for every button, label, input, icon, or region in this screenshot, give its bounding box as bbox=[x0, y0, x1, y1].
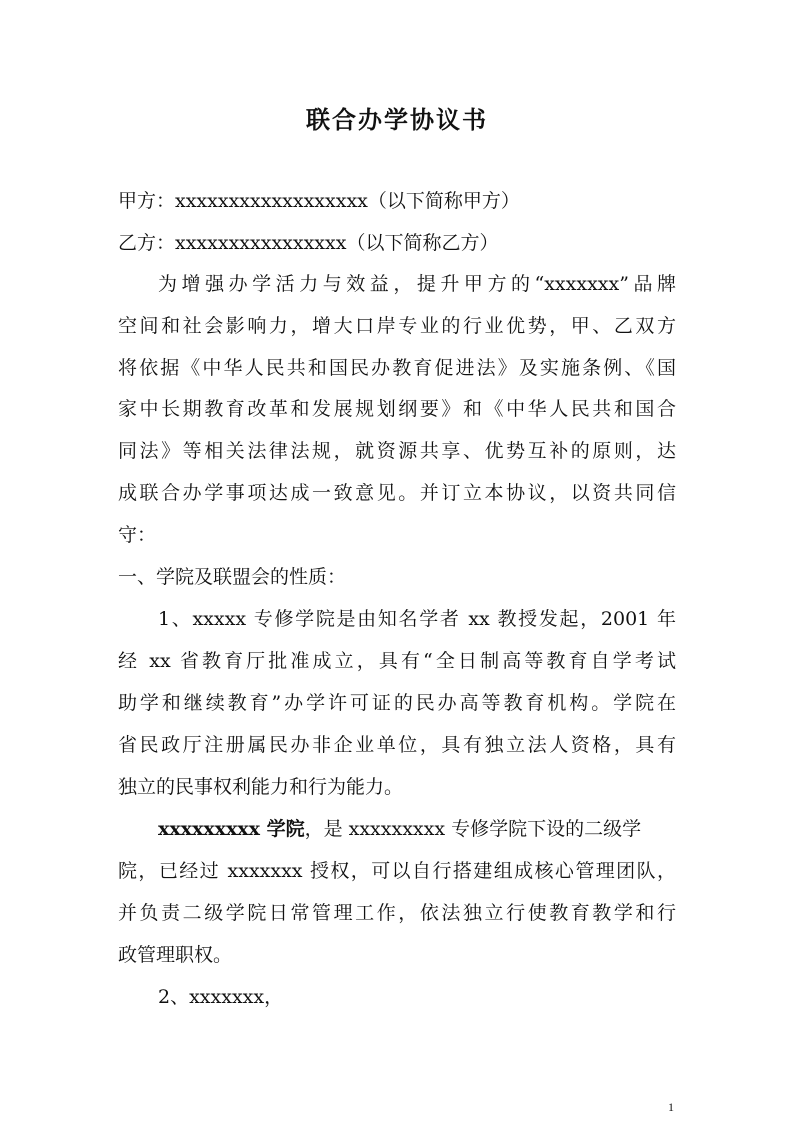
party-a: 甲方：xxxxxxxxxxxxxxxxxx（以下简称甲方） bbox=[118, 190, 520, 212]
item1-line: 独立的民事权利能力和行为能力。 bbox=[118, 776, 404, 798]
item1-line: 1、xxxxx 专修学院是由知名学者 xx 教授发起，2001 年 bbox=[158, 608, 676, 630]
intro-line: 为增强办学活力与效益，提升甲方的“xxxxxxx”品牌 bbox=[158, 273, 676, 295]
college-line: 并负责二级学院日常管理工作，依法独立行使教育教学和行 bbox=[118, 902, 676, 924]
intro-line: 同法》等相关法律法规，就资源共享、优势互补的原则，达 bbox=[118, 440, 676, 462]
section-heading: 一、学院及联盟会的性质： bbox=[118, 566, 347, 588]
intro-line: 成联合办学事项达成一致意见。并订立本协议，以资共同信 bbox=[118, 482, 676, 504]
intro-line: 将依据《中华人民共和国民办教育促进法》及实施条例、《国 bbox=[118, 357, 676, 379]
college-line bbox=[158, 817, 676, 841]
item1-line: 省民政厅注册属民办非企业单位，具有独立法人资格，具有 bbox=[118, 734, 676, 756]
college-name: xxxxxxxxx 学院 bbox=[158, 818, 305, 840]
document-title: 联合办学协议书 bbox=[306, 105, 488, 134]
party-b: 乙方：xxxxxxxxxxxxxxxx（以下简称乙方） bbox=[118, 232, 499, 254]
intro-line: 家中长期教育改革和发展规划纲要》和《中华人民共和国合 bbox=[118, 398, 676, 420]
intro-line: 守： bbox=[118, 524, 157, 546]
item2: 2、xxxxxxx， bbox=[158, 986, 284, 1008]
intro-line: 空间和社会影响力，增大口岸专业的行业优势，甲、乙双方 bbox=[118, 315, 676, 337]
college-desc: ，是 xxxxxxxxx 专修学院下设的二级学 bbox=[304, 818, 642, 840]
college-line: 院，已经过 xxxxxxx 授权，可以自行搭建组成核心管理团队， bbox=[118, 860, 676, 882]
item1-line: 经 xx 省教育厅批准成立，具有“全日制高等教育自学考试 bbox=[118, 650, 676, 672]
page-number: 1 bbox=[668, 1100, 674, 1114]
college-line: 政管理职权。 bbox=[118, 944, 233, 966]
item1-line: 助学和继续教育”办学许可证的民办高等教育机构。学院在 bbox=[118, 692, 676, 714]
